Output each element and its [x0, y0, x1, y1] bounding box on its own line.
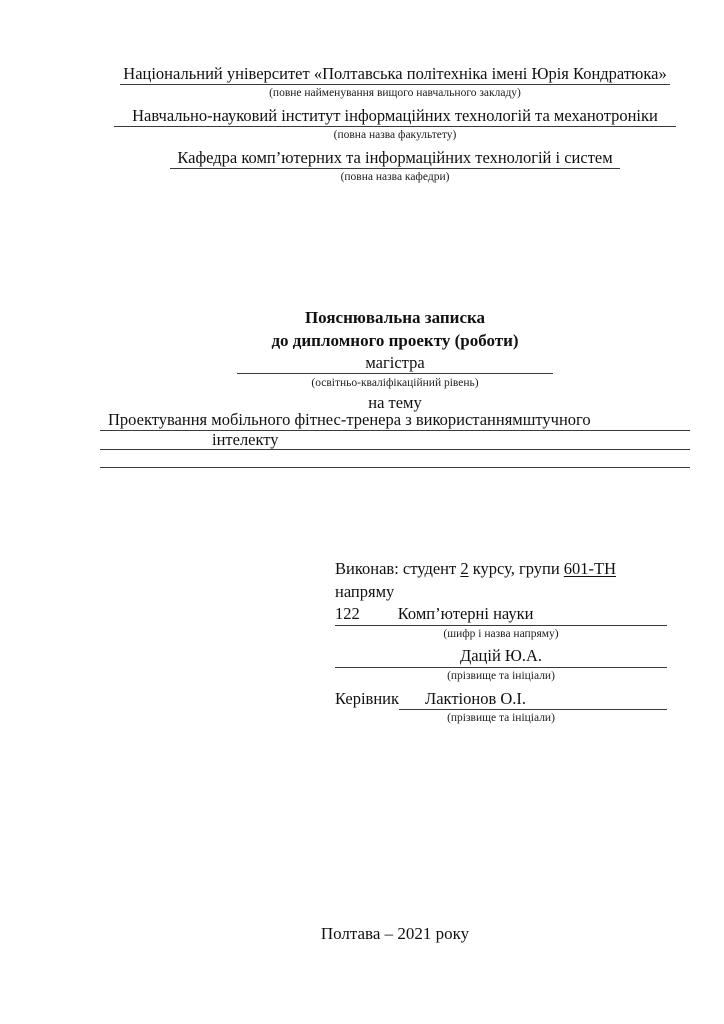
topic-label: на тему	[368, 393, 422, 412]
specialty-line	[335, 603, 667, 626]
executor-middle: курсу, групи	[472, 559, 560, 578]
topic-line-2: інтелекту	[100, 431, 690, 450]
student-block	[335, 557, 667, 727]
student-name: Дацій Ю.А.	[335, 645, 667, 668]
napryam-label: напряму	[335, 582, 395, 601]
degree-row	[100, 352, 690, 375]
degree-caption: (освітньо-кваліфікаційний рівень)	[311, 377, 479, 389]
course-number: 2	[460, 559, 469, 578]
doc-title-line2: до дипломного проекту (роботи)	[271, 331, 519, 350]
supervisor-line	[335, 688, 667, 710]
university-name: Національний університет «Полтавська політехніка імені Юрія Кондратюка»	[120, 63, 669, 85]
executor-line	[335, 557, 667, 580]
student-name-caption: (прізвище та ініціали)	[447, 670, 555, 682]
doc-title-line1: Пояснювальна записка	[304, 308, 486, 327]
degree-level: магістра	[237, 352, 553, 374]
group-number: 601-ТН	[563, 559, 617, 578]
university-caption: (повне найменування вищого навчального закладу)	[269, 87, 521, 99]
city-year: Полтава – 2021 року	[320, 924, 470, 943]
topic-block	[100, 410, 690, 468]
department-row	[100, 147, 690, 169]
supervisor-caption: (прізвище та ініціали)	[447, 712, 555, 724]
topic-line-3-empty	[100, 450, 690, 468]
specialty-code: 122	[335, 604, 360, 623]
title-block	[100, 306, 690, 413]
specialty-name: Комп’ютерні науки	[397, 604, 534, 623]
supervisor-label: Керівник	[335, 689, 400, 708]
department-name: Кафедра комп’ютерних та інформаційних технологій і систем	[170, 147, 619, 169]
institute-row	[100, 105, 690, 127]
department-caption: (повна назва кафедри)	[340, 171, 450, 183]
specialty-caption: (шифр і назва напряму)	[443, 628, 559, 640]
header-block	[100, 63, 690, 186]
topic-line-1: Проектування мобільного фітнес-тренера з використаннямштучного	[100, 410, 690, 431]
institute-name: Навчально-науковий інститут інформаційних технологій та механотроніки	[114, 105, 676, 127]
institute-caption: (повна назва факультету)	[333, 129, 457, 141]
university-row	[100, 63, 690, 85]
supervisor-name: Лактіонов О.І.	[399, 688, 667, 710]
executor-prefix: Виконав: студент	[335, 559, 457, 578]
